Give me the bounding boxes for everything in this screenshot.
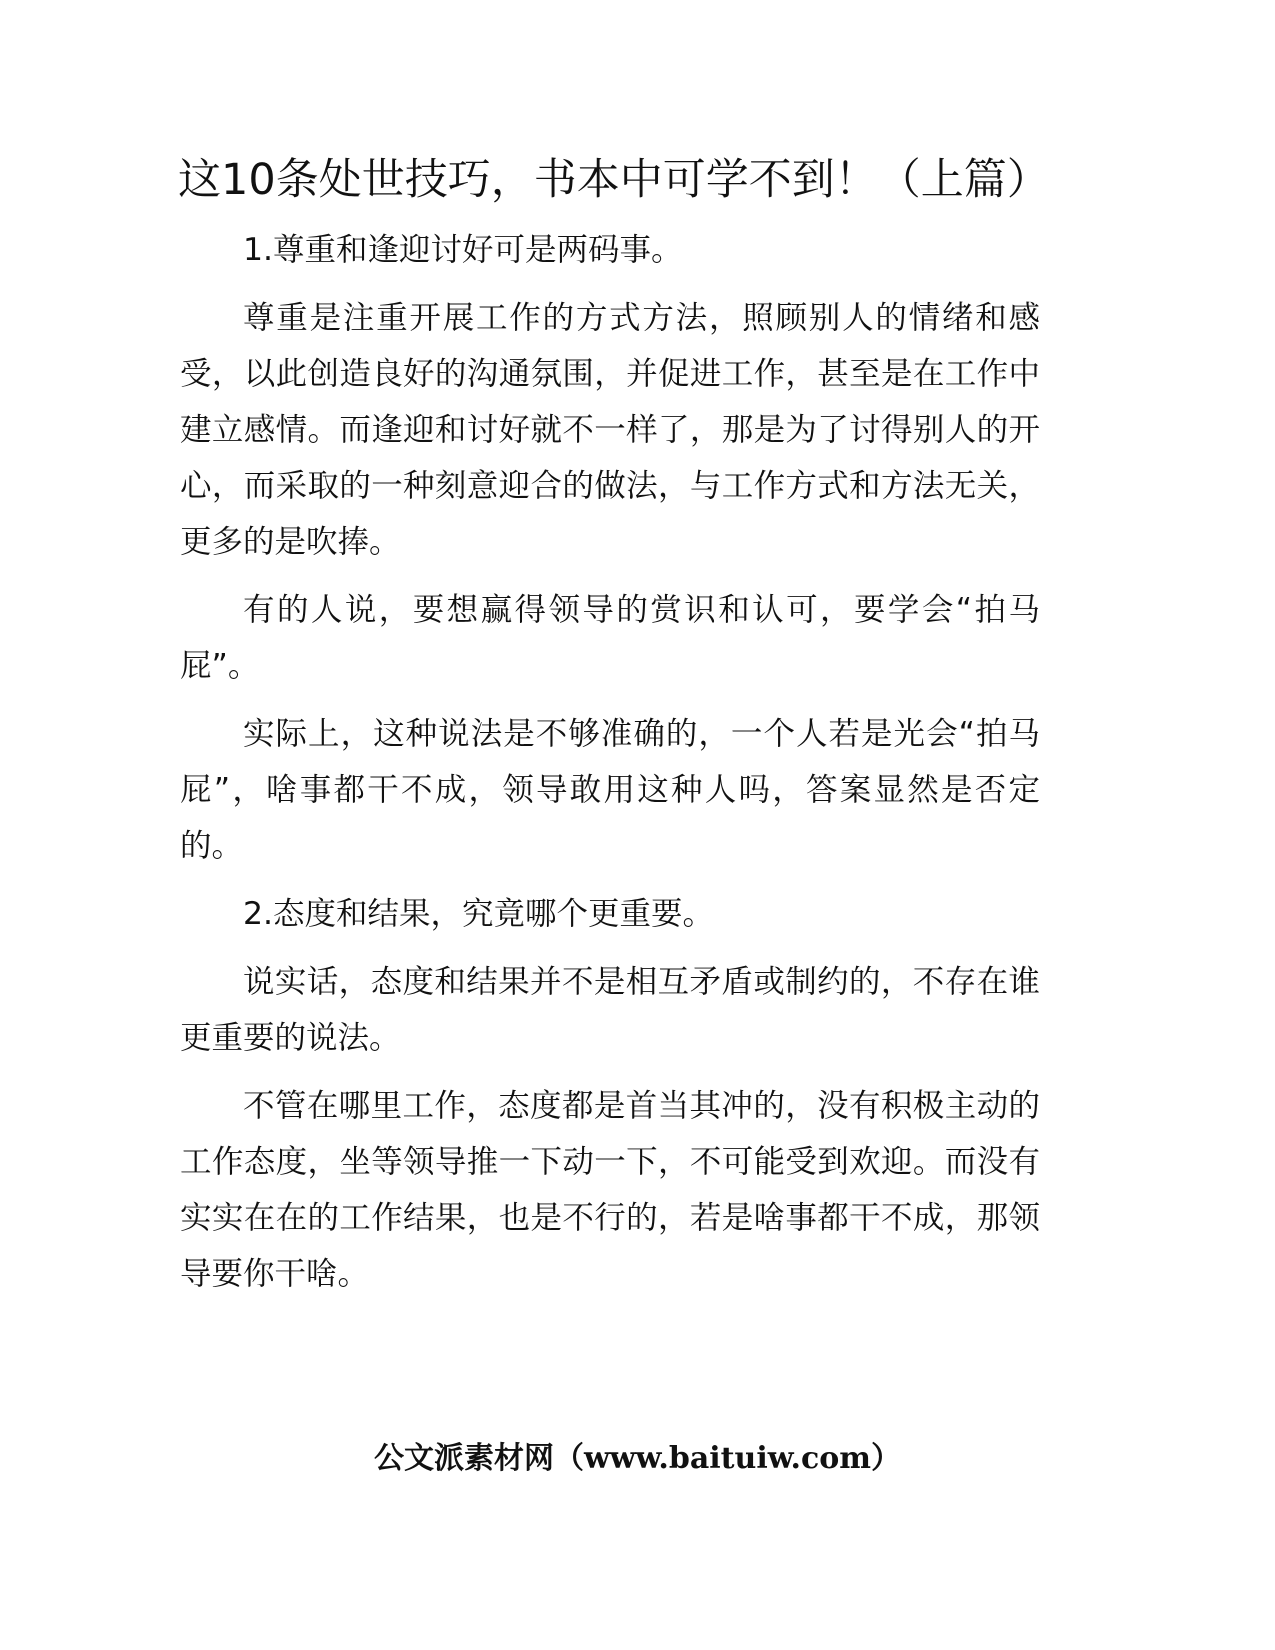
document-title: 这10条处世技巧，书本中可学不到！（上篇） — [178, 155, 1050, 205]
paragraph: 不管在哪里工作，态度都是首当其冲的，没有积极主动的工作态度，坐等领导推一下动一下，不可能受到欢迎。而没有实实在在的工作结果，也是不行的，若是啥事都干不成，那领导要你干啥。 — [180, 1088, 1040, 1292]
paragraph: 尊重是注重开展工作的方式方法，照顾别人的情绪和感受，以此创造良好的沟通氛围，并促进工作，甚至是在工作中建立感情。而逢迎和讨好就不一样了，那是为了讨得别人的开心，而采取的一种刻意迎合的做法，与工作方式和方法无关，更多的是吹捧。 — [180, 300, 1040, 560]
paragraph-section-2-heading: 2.态度和结果，究竟哪个更重要。 — [243, 896, 715, 932]
paragraph: 有的人说，要想赢得领导的赏识和认可，要学会“拍马屁”。 — [180, 592, 1040, 684]
document-body — [180, 222, 1040, 1314]
paragraph-section-1-heading: 1.尊重和逢迎讨好可是两码事。 — [243, 232, 683, 268]
paragraph: 实际上，这种说法是不够准确的，一个人若是光会“拍马屁”，啥事都干不成，领导敢用这种人吗，答案显然是否定的。 — [180, 716, 1040, 864]
page-footer: 公文派素材网（www.baituiw.com） — [373, 1441, 902, 1476]
paragraph: 说实话，态度和结果并不是相互矛盾或制约的，不存在谁更重要的说法。 — [180, 964, 1040, 1056]
